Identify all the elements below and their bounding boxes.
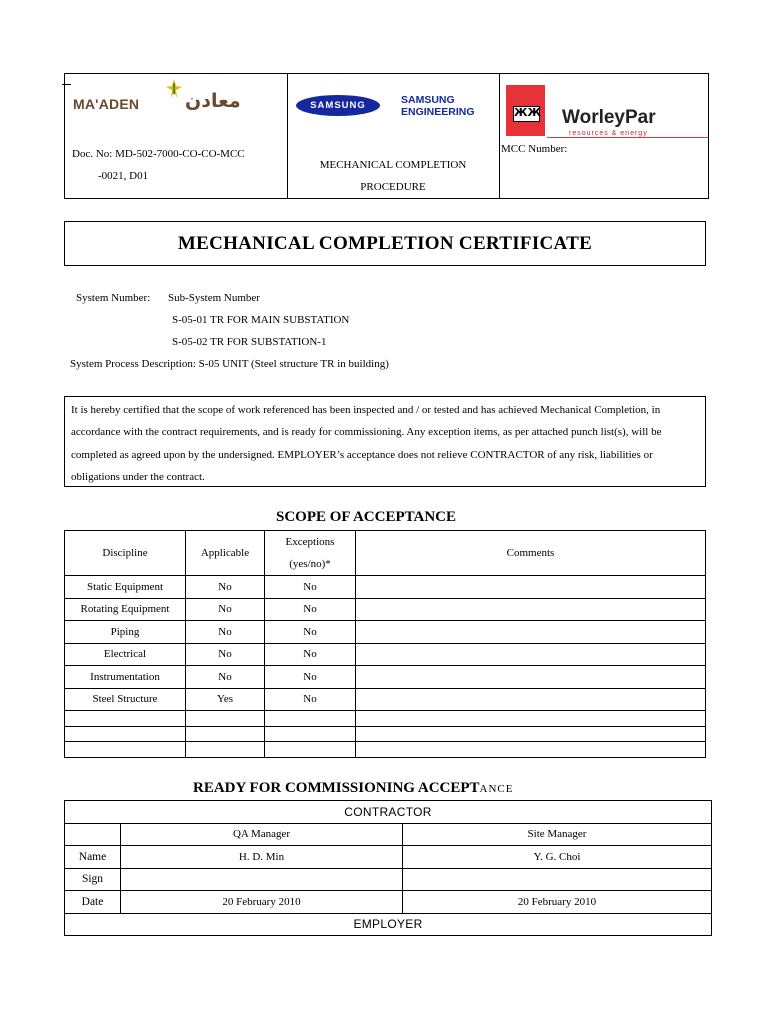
discipline-cell: Electrical [65,643,186,666]
comments-cell [356,621,706,644]
name-label: Name [65,846,121,869]
worleyparsons-logo: WorleyPar [562,107,656,128]
exceptions-cell: No [265,621,356,644]
exceptions-cell: No [265,666,356,689]
exceptions-cell: No [265,688,356,711]
table-row [65,576,706,599]
empty-row [65,726,706,742]
empty-row [65,711,706,727]
role-row [65,823,712,846]
site-manager-sign [403,868,712,891]
comments-header: Comments [356,531,706,576]
qa-manager-name: H. D. Min [121,846,403,869]
date-label: Date [65,891,121,914]
qa-manager-label: QA Manager [121,823,403,846]
comments-cell [356,643,706,666]
table-row [65,621,706,644]
contractor-label: CONTRACTOR [65,801,712,824]
comments-cell [356,576,706,599]
applicable-cell: No [186,643,265,666]
samsung-cell [287,74,500,198]
exceptions-header: Exceptions (yes/no)* [265,531,356,576]
scope-table [64,530,706,758]
discipline-cell: Piping [65,621,186,644]
certification-statement: It is hereby certified that the scope of work referenced has been inspected and / or tested and has achieved Mechanical Completion, in accordance with the contract requirements, and is ready for commissioning. Any exception items, as per attached punch list(s), will be completed as agreed upon by the undersigned. EMPLOYER’s acceptance does not relieve CONTRACTOR of any risk, liabilities or obligations under the contract. [64,396,706,487]
discipline-cell: Steel Structure [65,688,186,711]
worleyparsons-rule [547,137,708,138]
employer-row [65,913,712,936]
applicable-cell: No [186,576,265,599]
samsung-logo: SAMSUNG [296,95,380,116]
document-header [64,73,709,199]
procedure-title: MECHANICAL COMPLETION PROCEDURE [319,159,467,193]
site-manager-name: Y. G. Choi [403,846,712,869]
site-manager-date: 20 February 2010 [403,891,712,914]
commissioning-table [64,800,712,936]
maaden-cell [65,74,288,198]
certificate-title: MECHANICAL COMPLETION CERTIFICATE [64,221,706,266]
date-row [65,891,712,914]
sub-system-2: S-05-02 TR FOR SUBSTATION-1 [172,336,327,348]
name-row [65,846,712,869]
table-row [65,688,706,711]
contractor-row [65,801,712,824]
applicable-cell: No [186,621,265,644]
comments-cell [356,666,706,689]
exceptions-cell: No [265,576,356,599]
sign-row [65,868,712,891]
comments-cell [356,598,706,621]
exceptions-cell: No [265,598,356,621]
worleyparsons-tagline: resources & energy [569,130,648,137]
table-row [65,643,706,666]
applicable-cell: No [186,666,265,689]
applicable-header: Applicable [186,531,265,576]
system-process-description: System Process Description: S-05 UNIT (Steel structure TR in building) [70,358,389,370]
table-row [65,666,706,689]
discipline-cell: Instrumentation [65,666,186,689]
discipline-header: Discipline [65,531,186,576]
mcc-number-label: MCC Number: [501,143,568,155]
applicable-cell: No [186,598,265,621]
employer-label: EMPLOYER [65,913,712,936]
samsung-engineering-logo: SAMSUNG ENGINEERING [401,94,475,118]
site-manager-label: Site Manager [403,823,712,846]
scope-header-row [65,531,706,576]
empty-row [65,742,706,758]
exceptions-cell: No [265,643,356,666]
worleyparsons-cell [499,74,708,198]
sub-system-number-label: Sub-System Number [168,292,260,304]
sub-system-1: S-05-01 TR FOR MAIN SUBSTATION [172,314,350,326]
commissioning-heading: READY FOR COMMISSIONING ACCEPTANCE [193,780,514,796]
doc-no-line2: -0021, D01 [98,170,149,182]
system-number-label: System Number: [76,292,151,304]
discipline-cell: Rotating Equipment [65,598,186,621]
comments-cell [356,688,706,711]
sign-label: Sign [65,868,121,891]
worleyparsons-emblem-icon: ЖЖ [506,85,545,136]
maaden-logo-arabic: معادن [185,90,241,112]
scope-heading: SCOPE OF ACCEPTANCE [276,509,457,525]
table-row [65,598,706,621]
applicable-cell: Yes [186,688,265,711]
document-number [72,143,245,187]
qa-manager-date: 20 February 2010 [121,891,403,914]
discipline-cell: Static Equipment [65,576,186,599]
maaden-star-icon [165,78,183,100]
doc-no-line1: Doc. No: MD-502-7000-CO-CO-MCC [72,148,245,160]
maaden-logo-text: MA'ADEN [73,96,140,112]
qa-manager-sign [121,868,403,891]
